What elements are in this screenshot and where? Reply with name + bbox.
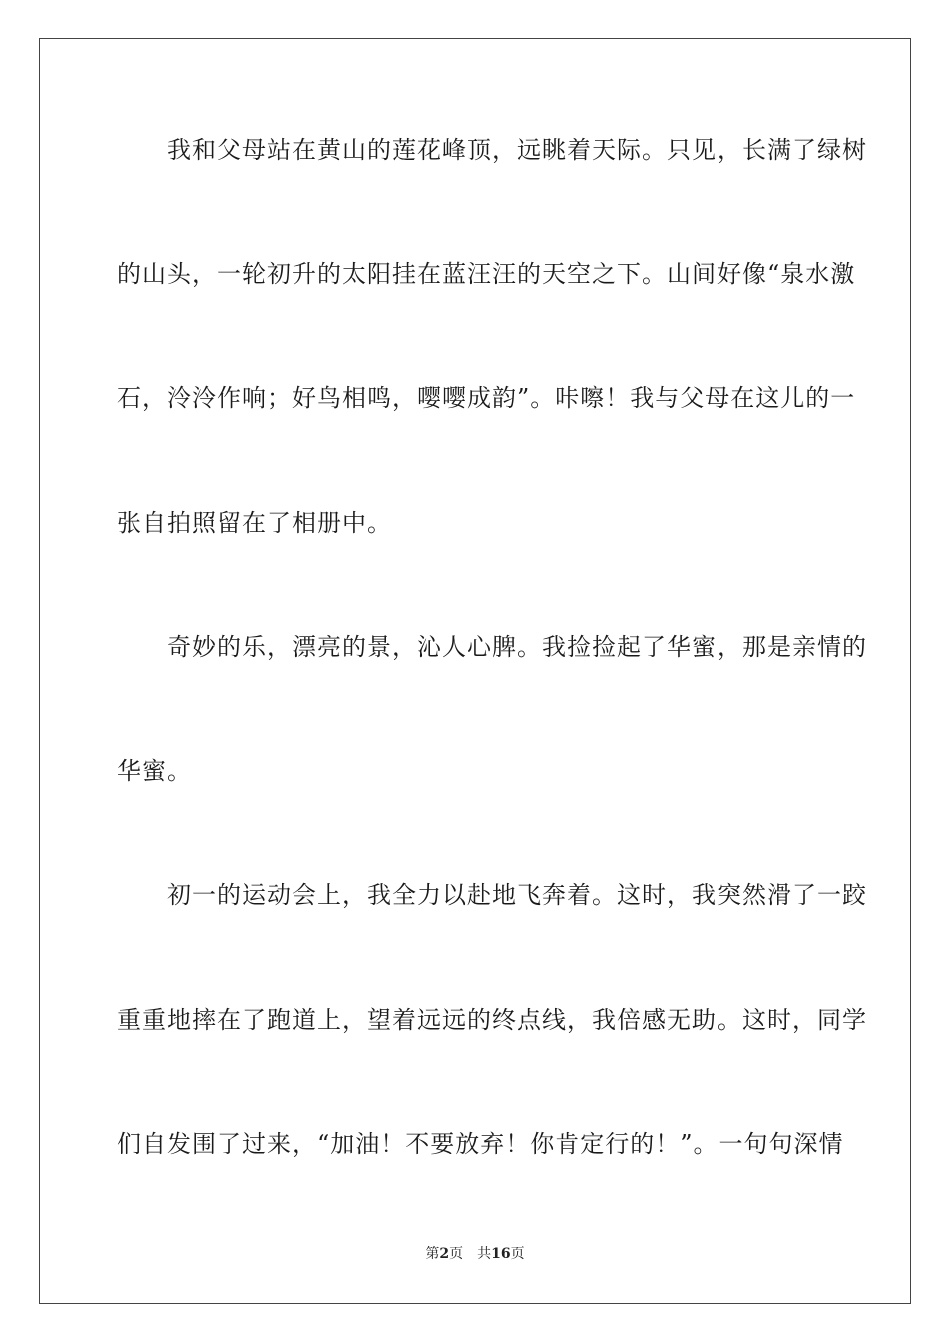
page-frame: [39, 38, 911, 1304]
footer-prefix: 第: [425, 1246, 440, 1262]
total-pages-number: 16: [491, 1246, 511, 1262]
current-page-number: 2: [439, 1246, 450, 1262]
text-line-1: 我和父母站在黄山的莲花峰顶，远眺着天际。只见，长满了绿树: [117, 136, 867, 164]
text-line-2: 的山头，一轮初升的太阳挂在蓝汪汪的天空之下。山间好像“泉水激: [117, 260, 856, 288]
text-line-7: 初一的运动会上，我全力以赴地飞奔着。这时，我突然滑了一跤: [117, 881, 867, 909]
footer-total-unit: 页: [510, 1246, 525, 1262]
text-line-9: 们自发围了过来，“加油！不要放弃！你肯定行的！”。一句句深情: [117, 1130, 844, 1158]
text-line-3: 石，泠泠作响；好鸟相鸣，嘤嘤成韵”。咔嚓！我与父母在这儿的一: [117, 384, 856, 412]
footer-page-unit: 页: [449, 1246, 464, 1262]
text-line-8: 重重地摔在了跑道上，望着远远的终点线，我倍感无助。这时，同学: [117, 1006, 867, 1034]
text-line-4: 张自拍照留在了相册中。: [117, 509, 392, 537]
text-line-6: 华蜜。: [117, 757, 192, 785]
text-line-5: 奇妙的乐，漂亮的景，沁人心脾。我捡捡起了华蜜，那是亲情的: [117, 633, 867, 661]
page-footer: [0, 1245, 950, 1263]
footer-total-prefix: 共: [477, 1246, 492, 1262]
